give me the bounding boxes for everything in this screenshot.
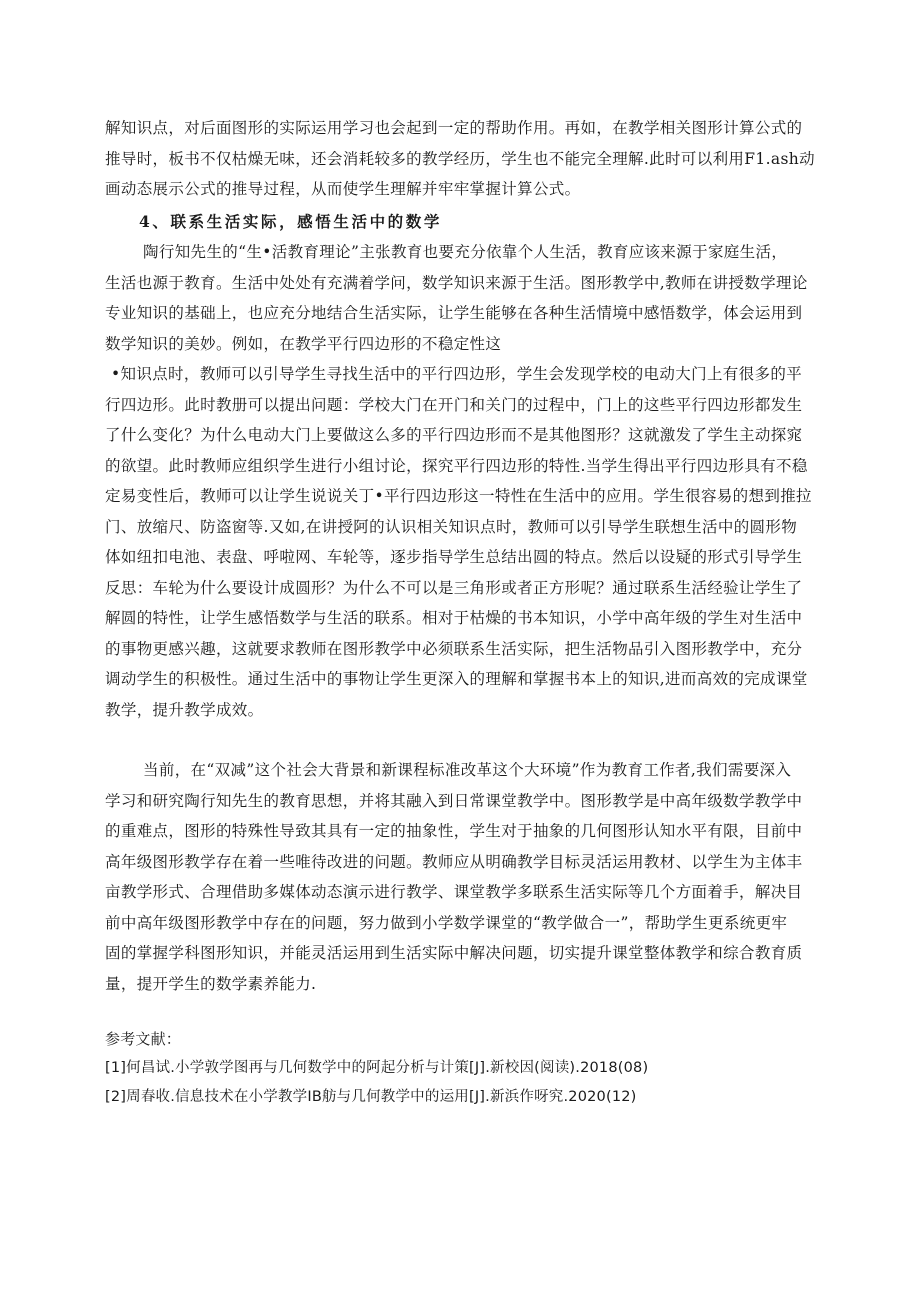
text-line: 反思：车轮为什么要设计成圆形？为什么不可以是三角形或者正方形呢？通过联系生活经验让学生了 — [105, 578, 803, 597]
references-title: 参考文献： — [105, 1030, 182, 1048]
text-line: 的事物更感兴趣，这就要求教师在图形教学中必须联系生活实际，把生活物品引入图形教学中，充分 — [105, 639, 803, 658]
paragraph-spacer — [105, 725, 863, 755]
references-section — [105, 1025, 863, 1112]
text-line: 专业知识的基础上，也应充分地结合生活实际，让学生能够在各种生活情境中感悟数学，体会运用到 — [105, 304, 803, 322]
text-line: •知识点时，教师可以引导学生寻找生活中的平行四边形，学生会发现学校的电动大门上有很多的平 — [111, 365, 803, 383]
text-line: 高年级图形教学存在着一些唯待改进的问题。教师应从明确教学目标灵活运用教材、以学生为主体丰 — [105, 852, 803, 871]
reference-item: [1]何昌试.小学敦学图再与几何数学中的阿起分析与计策[J].新校因(阅读).2018(08) — [105, 1060, 649, 1076]
text-line: 门、放缩尺、防盗窗等.又如,在讲授阿的认识相关知识点时，教师可以引导学生联想生活中的圆形物 — [105, 517, 798, 536]
text-line: 画动态展示公式的推导过程，从而使学生理解并牢牢掌握计算公式。 — [105, 180, 581, 198]
text-line: 定易变性后，教师可以让学生说说关丁•平行四边形这一特性在生活中的应用。学生很容易的想到推拉 — [105, 487, 812, 505]
text-line: 体如纽扣电池、表盘、呼啦网、车轮等，逐步指导学生总结出圆的特点。然后以设疑的形式引导学生 — [105, 548, 803, 566]
text-line: 亩教学形式、合理借助多媒体动态演示进行教学、课堂教学多联系生活实际等几个方面着手，解决目 — [105, 883, 803, 901]
text-line: 数学知识的美妙。例如，在教学平行四边形的不稳定性这 — [105, 334, 502, 353]
paragraph-1 — [105, 113, 863, 205]
text-line: 教学，提升教学成效。 — [105, 700, 264, 719]
text-line: 推导时，板书不仅枯燥无味，还会消耗较多的教学经历，学生也不能完全理解.此时可以利用F1.ash动 — [105, 149, 815, 168]
text-line: 了什么变化？为什么电动大门上要做这么多的平行四边形而不是其他图形？这就激发了学生主动探窕 — [105, 426, 803, 444]
text-line: 解圆的特性，让学生感悟数学与生活的联系。相对于枯燥的书本知识，小学中高年级的学生对生活中 — [105, 609, 803, 627]
text-line: 当前，在“双减”这个社会大背景和新课程标准改革这个大环境”作为教育工作者,我们需要深入 — [143, 761, 792, 779]
text-line: 的欲望。此时教师应组织学生进行小组讨论，探究平行四边形的特性.当学生得出平行四边形具有不稳 — [105, 456, 808, 475]
text-line: 固的掌握学科图形知识，并能灵活运用到生活实际中解决问题，切实提升课堂整体教学和综合教育质 — [105, 944, 803, 962]
text-line: 的重难点，图形的特殊性导致其具有一定的抽象性，学生对于抽象的几何图形认知水平有限，目前中 — [105, 822, 803, 840]
text-line: 行四边形。此时教册可以提出问题：学校大门在开门和关门的过程中，门上的这些平行四边形都发生 — [105, 395, 803, 414]
paragraph-2 — [105, 237, 863, 725]
section-heading: 4、联系生活实际，感悟生活中的数学 — [139, 211, 442, 231]
reference-item: [2]周春收.信息技术在小学教学IB舫与几何教学中的运用[J].新浜作呀究.2020(12) — [105, 1089, 637, 1105]
text-line: 解知识点，对后面图形的实际运用学习也会起到一定的帮助作用。再如，在教学相关图形计算公式的 — [105, 119, 803, 137]
text-line: 量，提开学生的数学素养能力. — [105, 974, 317, 993]
text-line: 前中高年级图形教学中存在的问题，努力做到小学数学课堂的“教学做合一”，帮助学生更系统更牢 — [105, 913, 788, 932]
paragraph-3 — [105, 755, 863, 999]
text-line: 陶行知先生的“生•活教育理论”主张教育也要充分依靠个人生活，教育应该来源于家庭生活， — [143, 243, 788, 261]
text-line: 调动学生的积极性。通过生活中的事物让学生更深入的理解和掌握书本上的知识,进而高效的完成课堂 — [105, 670, 808, 688]
document-body — [105, 113, 863, 999]
text-line: 生活也源于教育。生活中处处有充满着学问，数学知识来源于生活。图形教学中,教师在讲授数学理论 — [105, 273, 808, 292]
text-line: 学习和研究陶行知先生的教育思想，并将其融入到日常课堂教学中。图形教学是中高年级数学教学中 — [105, 791, 803, 810]
